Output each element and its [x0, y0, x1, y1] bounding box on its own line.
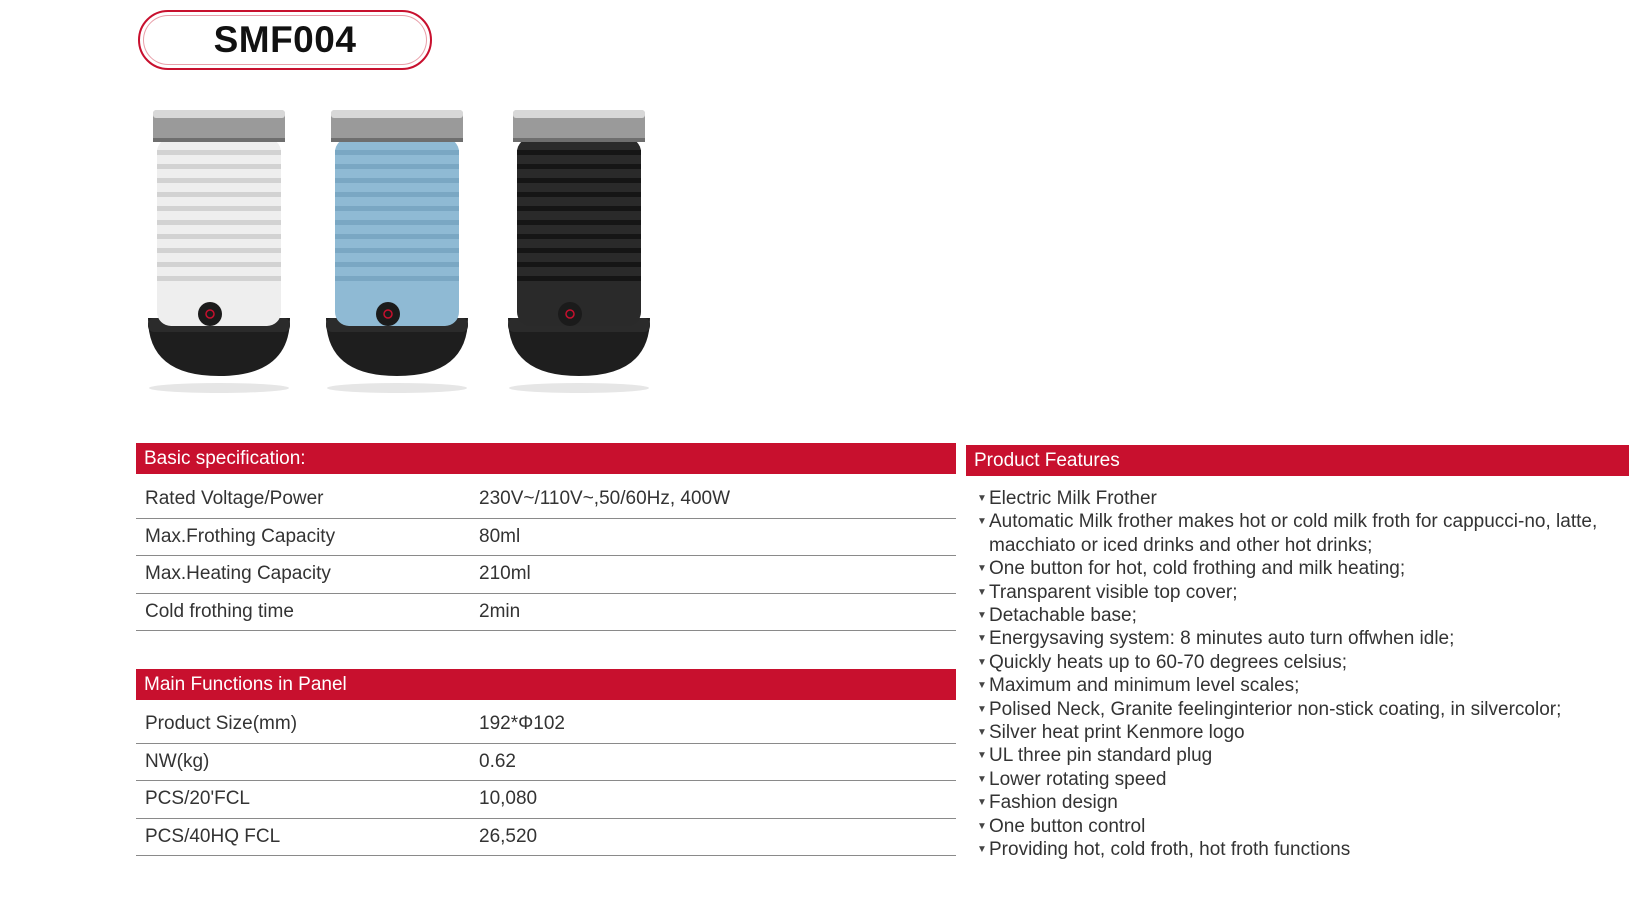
main-functions-table — [136, 706, 956, 856]
list-item — [975, 627, 1629, 650]
list-item — [975, 838, 1629, 861]
frother-white-svg — [140, 108, 298, 393]
table-row — [136, 481, 956, 519]
list-item — [975, 721, 1629, 744]
main-functions-title: Main Functions in Panel — [144, 674, 347, 695]
spec-value: 230V~/110V~,50/60Hz, 400W — [479, 488, 731, 510]
list-item — [975, 510, 1629, 557]
list-item — [975, 791, 1629, 814]
list-item — [975, 557, 1629, 580]
list-item — [975, 815, 1629, 838]
spec-value: 210ml — [479, 563, 531, 585]
list-item — [975, 698, 1629, 721]
feature-text: Automatic Milk frother makes hot or cold milk froth for cappucci-no, latte, macchiato or iced drinks and other hot drinks; — [989, 511, 1598, 556]
feature-text: Energysaving system: 8 minutes auto turn offwhen idle; — [989, 628, 1455, 650]
table-row — [136, 744, 956, 782]
bullet-icon: ▼ — [977, 493, 987, 504]
list-item — [975, 604, 1629, 627]
bullet-icon: ▼ — [977, 773, 987, 785]
bullet-icon: ▼ — [977, 656, 987, 668]
feature-text: Quickly heats up to 60-70 degrees celsius; — [989, 651, 1348, 673]
basic-spec-table — [136, 481, 956, 631]
table-row — [136, 519, 956, 557]
list-item — [975, 651, 1629, 674]
frother-white-image — [140, 108, 298, 393]
spec-value: 26,520 — [479, 825, 538, 847]
spec-value: 2min — [479, 600, 521, 622]
spec-label: PCS/40HQ FCL — [145, 825, 281, 847]
table-row — [136, 819, 956, 857]
bullet-icon: ▼ — [977, 610, 987, 622]
feature-text: Maximum and minimum level scales; — [989, 675, 1300, 697]
model-badge — [138, 10, 432, 70]
frother-blue-image — [318, 108, 476, 393]
basic-spec-title: Basic specification: — [144, 448, 306, 469]
product-features-list — [975, 487, 1629, 862]
spec-label: Rated Voltage/Power — [145, 488, 324, 510]
frother-blue-svg — [318, 108, 476, 393]
list-item — [975, 674, 1629, 697]
bullet-icon: ▼ — [977, 703, 987, 715]
bullet-icon: ▼ — [977, 586, 987, 598]
list-item — [975, 487, 1629, 510]
bullet-icon: ▼ — [977, 563, 987, 575]
feature-text: Transparent visible top cover; — [989, 581, 1238, 603]
feature-text: UL three pin standard plug — [989, 745, 1213, 767]
product-features-title: Product Features — [974, 450, 1120, 471]
feature-text: Fashion design — [989, 792, 1118, 814]
product-features-header — [966, 445, 1629, 476]
table-row — [136, 556, 956, 594]
product-images — [140, 108, 680, 398]
main-functions-header — [136, 669, 956, 700]
spec-label: Max.Frothing Capacity — [145, 525, 336, 547]
spec-label: Cold frothing time — [145, 600, 294, 622]
spec-value: 0.62 — [479, 750, 516, 772]
feature-text: Providing hot, cold froth, hot froth functions — [989, 839, 1351, 861]
table-row — [136, 781, 956, 819]
feature-text: One button control — [989, 815, 1146, 837]
feature-text: Detachable base; — [989, 605, 1137, 627]
model-name: SMF004 — [213, 19, 357, 60]
bullet-icon: ▼ — [977, 820, 987, 832]
bullet-icon: ▼ — [977, 680, 987, 692]
feature-text: Lower rotating speed — [989, 768, 1167, 790]
bullet-icon: ▼ — [977, 750, 987, 762]
list-item — [975, 581, 1629, 604]
feature-text: Silver heat print Kenmore logo — [989, 722, 1245, 744]
list-item — [975, 768, 1629, 791]
bullet-icon: ▼ — [977, 727, 987, 739]
spec-value: 80ml — [479, 525, 521, 547]
feature-text: Polised Neck, Granite feelinginterior non-stick coating, in silvercolor; — [989, 698, 1562, 720]
feature-text: Electric Milk Frother — [989, 488, 1157, 509]
table-row — [136, 706, 956, 744]
basic-spec-header — [136, 443, 956, 474]
spec-label: NW(kg) — [145, 750, 210, 772]
table-row — [136, 594, 956, 632]
list-item — [975, 744, 1629, 767]
bullet-icon: ▼ — [977, 844, 987, 856]
spec-label: Product Size(mm) — [145, 713, 298, 735]
spec-value: 192*Φ102 — [479, 713, 565, 735]
spec-value: 10,080 — [479, 788, 538, 810]
bullet-icon: ▼ — [977, 516, 987, 528]
feature-text: One button for hot, cold frothing and milk heating; — [989, 558, 1406, 580]
frother-black-svg — [500, 108, 658, 393]
spec-label: Max.Heating Capacity — [145, 563, 331, 585]
bullet-icon: ▼ — [977, 797, 987, 809]
bullet-icon: ▼ — [977, 633, 987, 645]
frother-black-image — [500, 108, 658, 393]
spec-label: PCS/20'FCL — [145, 788, 251, 810]
